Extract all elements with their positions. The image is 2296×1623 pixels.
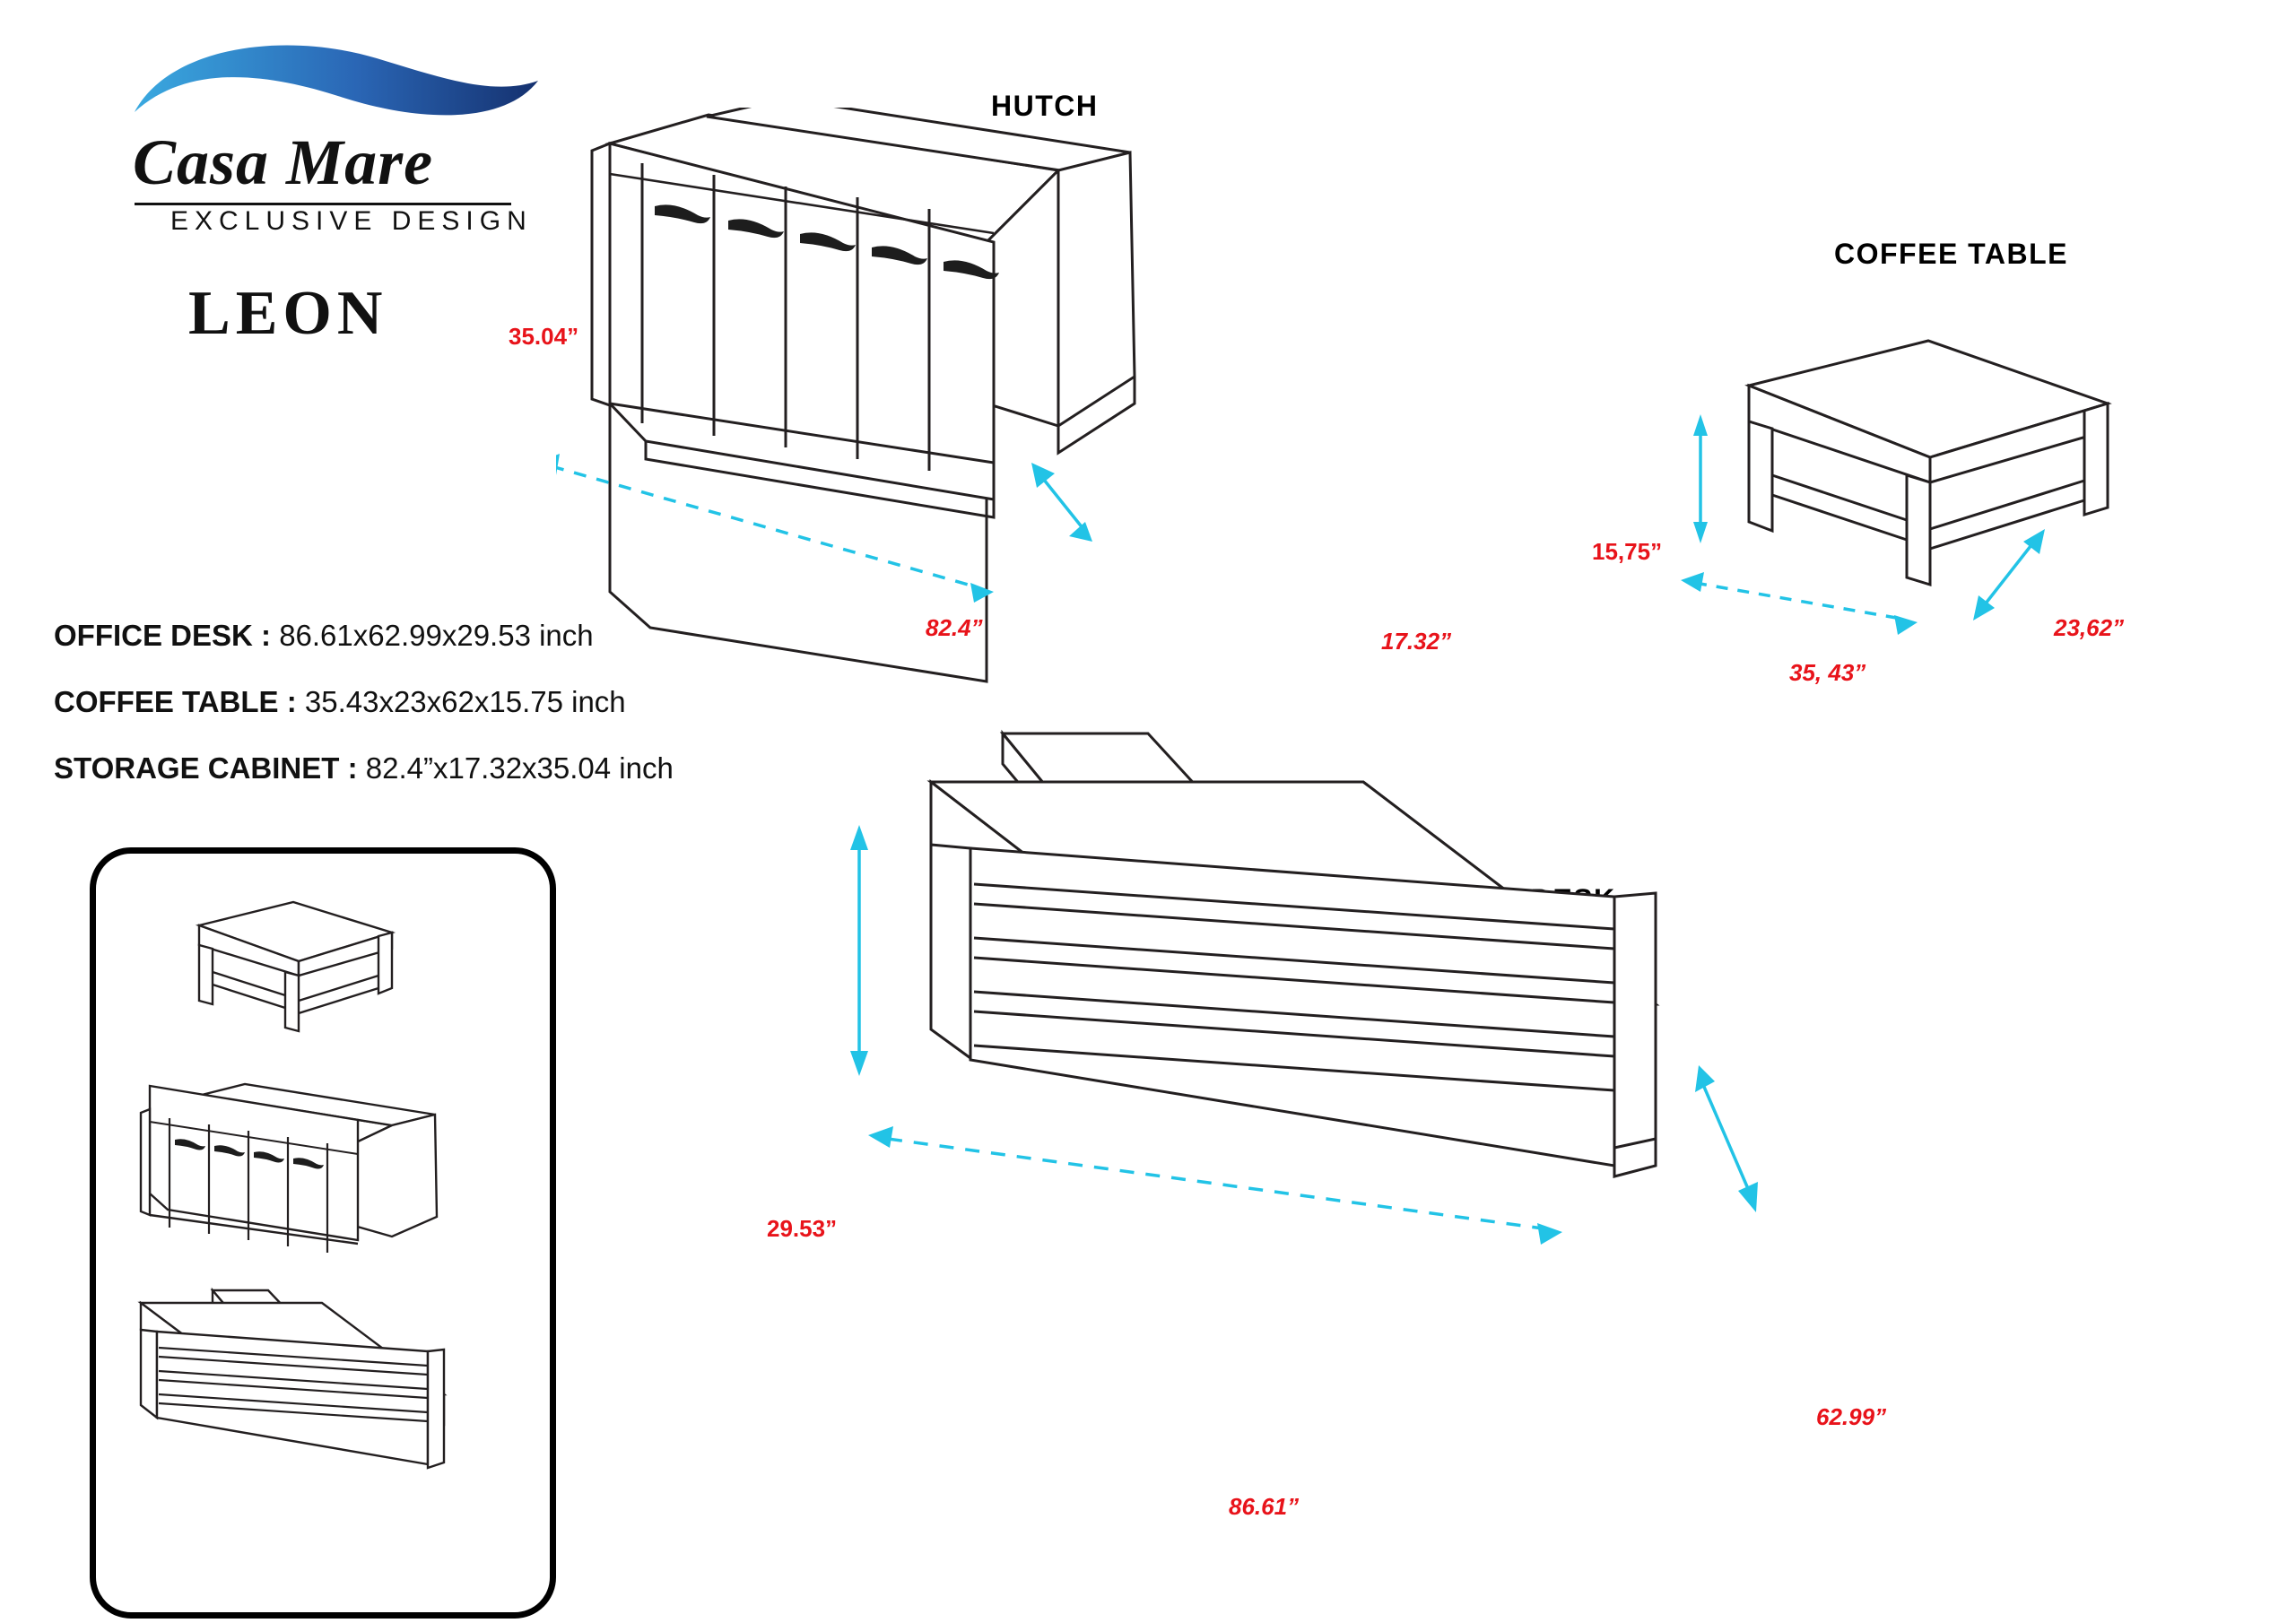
desk-width-label: 86.61” [1229, 1493, 1300, 1520]
desk-height-label: 29.53” [767, 1215, 838, 1242]
hutch-depth-label: 17.32” [1381, 628, 1452, 655]
office-desk-drawing [807, 717, 1901, 1623]
hutch-title: HUTCH [991, 90, 1099, 122]
spec-storage-cabinet-value: 82.4”x17.32x35.04 inch [365, 751, 674, 785]
spec-office-desk-label: OFFICE DESK : [54, 619, 272, 652]
office-desk-thumb [114, 1271, 509, 1522]
spec-coffee-table-value: 35.43x23x62x15.75 inch [304, 685, 626, 718]
hutch-width-label: 82.4” [926, 614, 983, 641]
brand-block [117, 27, 583, 368]
spec-coffee-table-label: COFFEE TABLE : [54, 685, 297, 718]
coffee-depth-label: 23,62” [2054, 614, 2125, 641]
brand-tagline: EXCLUSIVE DESIGN [170, 206, 533, 236]
spec-office-desk-value: 86.61x62.99x29.53 inch [279, 619, 594, 652]
brand-model: LEON [188, 279, 388, 348]
coffee-height-label: 15,75” [1592, 538, 1663, 565]
hutch-thumb [123, 1073, 500, 1262]
spec-storage-cabinet [54, 751, 915, 785]
thumbnail-panel [90, 847, 556, 1619]
desk-depth-label: 62.99” [1816, 1403, 1887, 1430]
coffee-width-label: 35, 43” [1789, 659, 1866, 686]
coffee-table-title: COFFEE TABLE [1834, 238, 2068, 270]
coffee-table-thumb [150, 890, 446, 1078]
hutch-height-label: 35.04” [509, 323, 579, 350]
coffee-table-drawing [1605, 323, 2269, 735]
brand-divider [135, 203, 511, 205]
hutch-drawing [556, 108, 1444, 735]
spec-storage-cabinet-label: STORAGE CABINET : [54, 751, 358, 785]
brand-name: Casa Mare [133, 126, 434, 198]
